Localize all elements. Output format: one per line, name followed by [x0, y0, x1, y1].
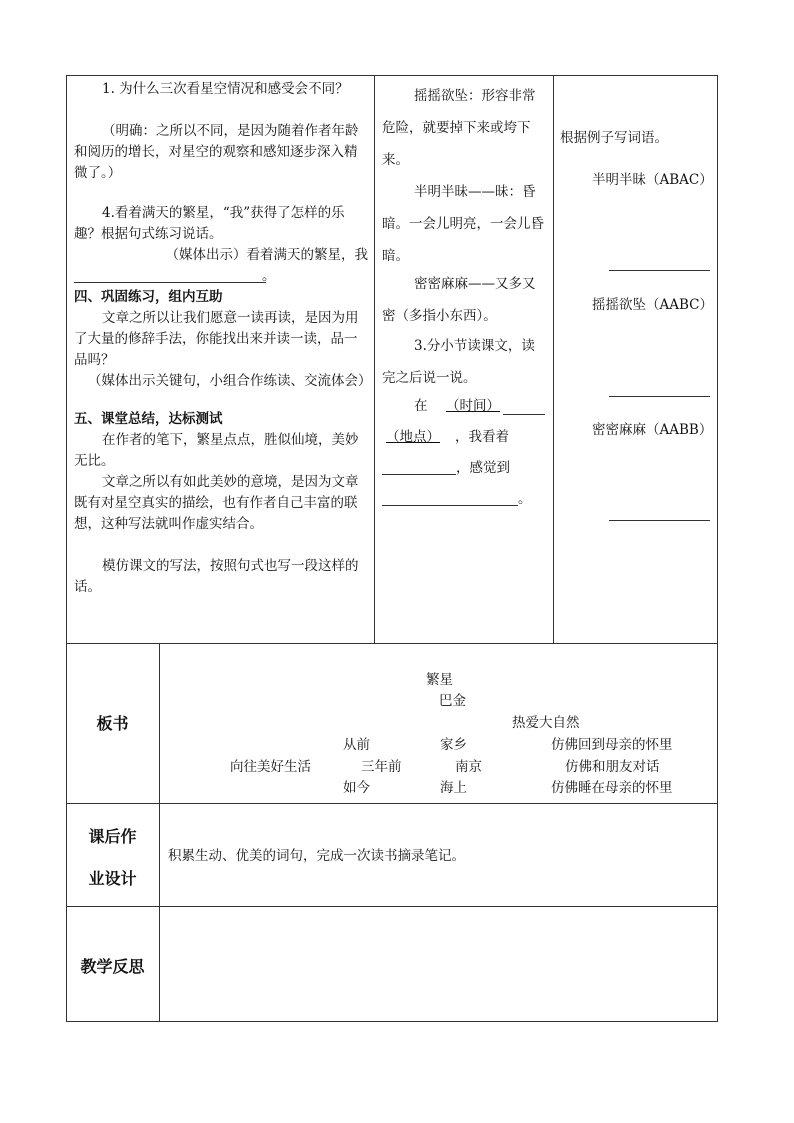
- board-feeling-3: 仿佛睡在母亲的怀里: [551, 780, 673, 796]
- board-place-1: 家乡: [440, 737, 467, 753]
- section-5-paragraph-c: 模仿课文的写法，按照句式也写一段这样的话。: [74, 558, 359, 595]
- homework-label-line2: 业设计: [88, 869, 137, 888]
- word-explanation-2: 半明半昧——昧：昏暗。一会儿明亮，一会儿昏暗。: [382, 184, 544, 264]
- word-explanation-1: 摇摇欲坠：形容非常危险，就要掉下来或垮下来。: [382, 88, 536, 168]
- board-title: 繁星: [426, 672, 453, 688]
- board-author: 巴金: [439, 693, 466, 709]
- row-divider-2: [66, 803, 718, 804]
- time-blank-line[interactable]: [503, 414, 545, 415]
- section-4-heading: 四、巩固练习，组内互助: [74, 289, 223, 305]
- column3-instruction: 根据例子写词语。: [560, 130, 668, 146]
- section-5-paragraph-b: 文章之所以有如此美妙的意境，是因为文章既有对星空真实的描绘，也有作者自己丰富的联想，这种写法就叫作虚实结合。: [74, 474, 359, 532]
- aabb-answer-line[interactable]: [609, 520, 710, 521]
- board-place-3: 海上: [440, 780, 467, 796]
- media-prompt-1: （媒体出示）看着满天的繁星，我: [165, 247, 368, 263]
- example-aabc: 摇摇欲坠（AABC）: [592, 297, 713, 313]
- sentence-place-blank[interactable]: （地点）: [386, 429, 440, 445]
- board-time-3: 如今: [343, 780, 370, 796]
- board-left-theme: 向往美好生活: [230, 759, 311, 775]
- media-prompt-2: （媒体出示关键句，小组合作练读、交流体会）: [88, 373, 372, 389]
- board-label: 板书: [96, 714, 129, 733]
- answer-blank-1[interactable]: [74, 282, 266, 283]
- col-divider-2: [553, 75, 554, 643]
- see-blank-line[interactable]: [382, 474, 456, 475]
- board-feeling-1: 仿佛回到母亲的怀里: [551, 737, 673, 753]
- board-time-2: 三年前: [361, 759, 402, 775]
- board-time-1: 从前: [343, 737, 370, 753]
- board-theme: 热爱大自然: [512, 715, 580, 731]
- table-bottom-border: [66, 1021, 718, 1022]
- sentence-time-blank[interactable]: （时间）: [446, 398, 500, 414]
- reflection-label: 教学反思: [80, 957, 145, 976]
- abac-answer-line[interactable]: [609, 270, 710, 271]
- question-4: 4.看着满天的繁星，“我”获得了怎样的乐趣？根据句式练习说话。: [74, 205, 345, 242]
- question-1: 1. 为什么三次看星空情况和感受会不同？: [102, 81, 349, 97]
- aabc-answer-line[interactable]: [609, 396, 710, 397]
- homework-content: 积累生动、优美的词句，完成一次读书摘录笔记。: [168, 848, 465, 864]
- sentence-zai: 在: [414, 398, 428, 414]
- board-place-2: 南京: [455, 759, 482, 775]
- feel-blank-line[interactable]: [382, 505, 518, 506]
- example-abac: 半明半昧（ABAC）: [592, 172, 713, 188]
- media-prompt-1-end: 。: [262, 268, 276, 284]
- example-aabb: 密密麻麻（AABB）: [592, 422, 713, 438]
- homework-label-line1: 课后作: [88, 827, 137, 846]
- reading-task: 3.分小节读课文，读完之后说一说。: [382, 338, 535, 386]
- table-top-border: [66, 75, 718, 76]
- sentence-end: 。: [518, 491, 532, 507]
- board-feeling-2: 仿佛和朋友对话: [565, 759, 660, 775]
- word-explanation-3: 密密麻麻——又多又密（多指小东西）。: [382, 276, 536, 324]
- label-col-divider: [159, 643, 160, 1022]
- table-right-border: [717, 75, 718, 1022]
- section-5-paragraph-a: 在作者的笔下，繁星点点，胜似仙境，美妙无比。: [74, 432, 359, 469]
- row-divider-1: [66, 643, 718, 644]
- section-4-paragraph: 文章之所以让我们愿意一读再读，是因为用了大量的修辞手法，你能找出来并读一读，品一品吗？: [74, 310, 359, 368]
- col-divider-1: [374, 75, 375, 643]
- row-divider-3: [66, 906, 718, 907]
- sentence-mid: ，我看着: [455, 429, 509, 445]
- answer-1: （明确：之所以不同，是因为随着作者年龄和阅历的增长，对星空的观察和感知逐步深入精微了。）: [74, 123, 359, 181]
- sentence-feel: ，感觉到: [456, 460, 510, 476]
- section-5-heading: 五、课堂总结，达标测试: [74, 411, 223, 427]
